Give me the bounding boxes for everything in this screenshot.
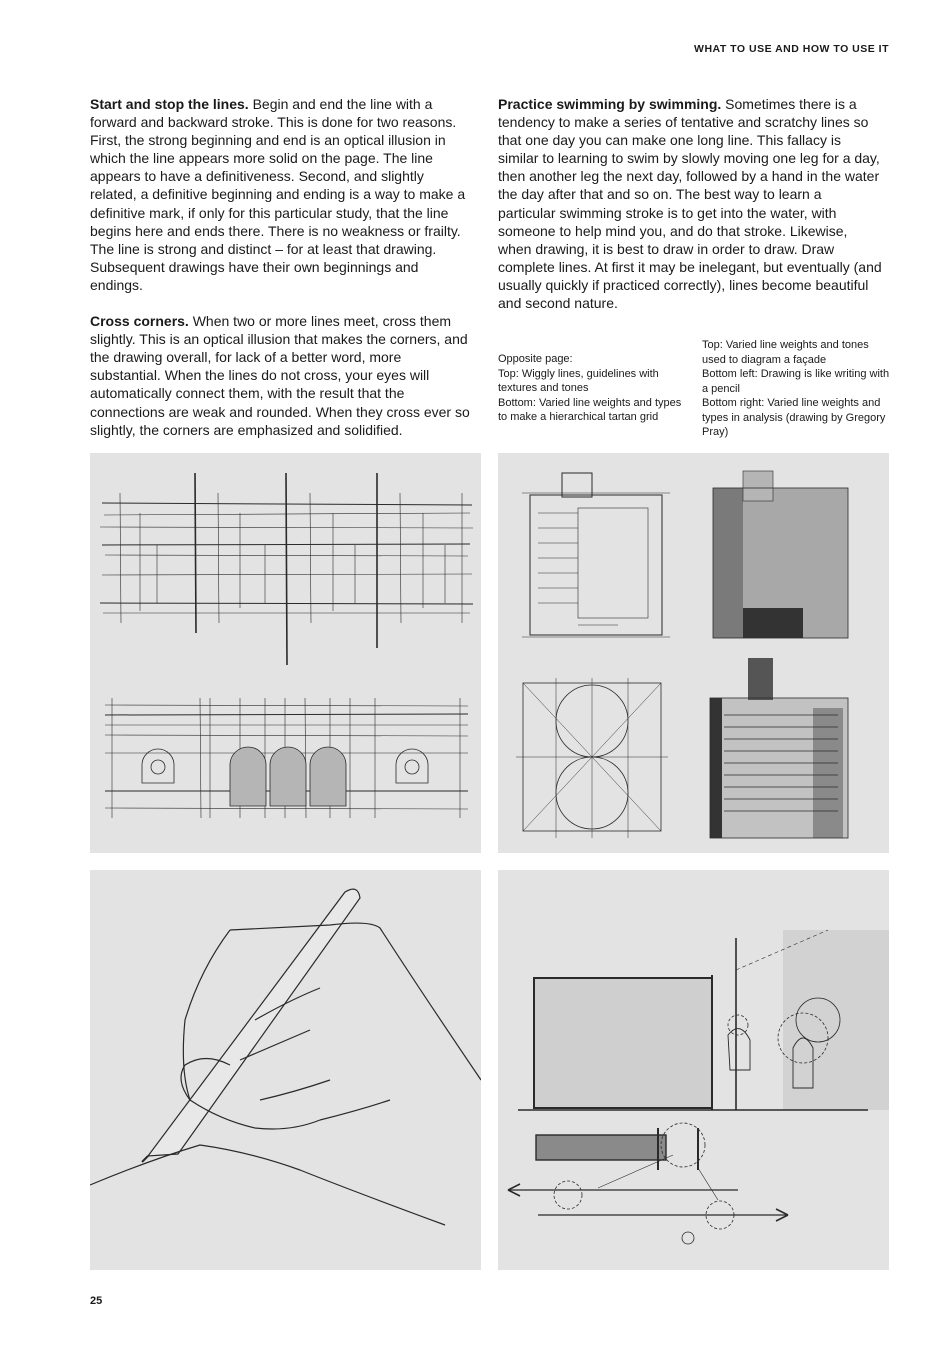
hand-illustration: [90, 923, 481, 1225]
geometry-circle-study: [516, 678, 668, 838]
right-column: [498, 95, 882, 312]
striped-facade-diagram: [710, 658, 848, 838]
paragraph-heading: Practice swimming by swimming.: [498, 96, 722, 112]
caption-line: Bottom left: Drawing is like writing with a pencil: [702, 368, 890, 395]
caption-line: Opposite page:: [498, 353, 573, 365]
page-number: 25: [90, 1295, 103, 1307]
figure-tartan-grid-sketch: [90, 453, 481, 853]
paragraph-heading: Start and stop the lines.: [90, 96, 249, 112]
paragraph-body: Sometimes there is a tendency to make a series of tentative and scratchy lines so that one day you can make one long line. This fallacy is similar to learning to swim by slowly moving one leg for a day, then another leg the next day, followed by a hand in the water the day after that and so on. The best way to learn a particular swimming stroke is to get into the water, with someone to help mind you, and do that stroke. Likewise, when drawing, it is best to draw in order to draw. Draw complete lines. At first it may be inelegant, but eventually (and usually quickly if practiced correctly), lines become beautiful and second nature.: [498, 96, 882, 312]
paragraph-body: Begin and end the line with a forward and backward stroke. This is done for two reasons. First, the strong beginning and end is an optical illusion in which the line appears more solid on the page. The line appears to have a definitiveness. Second, and slightly related, a definitive beginning and ending is a way to make a definitive mark, if only for this particular study, that the line begins here and ends there. There is no weakness or frailty. The line is strong and distinct – for at least that drawing. Subsequent drawings have their own beginnings and endings.: [90, 96, 466, 293]
left-column: [90, 95, 474, 439]
caption-line: Top: Varied line weights and tones used to diagram a façade: [702, 339, 869, 366]
figure-facade-diagrams: [498, 453, 889, 853]
paragraph-body: When two or more lines meet, cross them slightly. This is an optical illusion that makes the corners, and the drawing overall, for lack of a better word, more substantial. When the lines do not cross, your eyes will automatically connect them, with the result that the connections are weak and rounded. When they cross ever so slightly, the corners are emphasized and solidified.: [90, 313, 470, 438]
caption-line: Top: Wiggly lines, guidelines with textures and tones: [498, 367, 659, 394]
analysis-plan-section: [508, 930, 889, 1244]
paragraph-swimming: [498, 95, 882, 312]
caption-opposite-page: [498, 352, 688, 425]
paragraph-start-stop: [90, 95, 474, 294]
running-head: WHAT TO USE AND HOW TO USE IT: [694, 43, 889, 55]
figure-analysis-drawing: [498, 870, 889, 1270]
caption-this-page: [702, 338, 892, 440]
paragraph-cross-corners: [90, 312, 474, 439]
tartan-grid: [100, 473, 473, 665]
wiggly-line-study: [522, 473, 670, 637]
figure-hand-with-pencil: [90, 870, 481, 1270]
toned-facade-diagram: [713, 471, 848, 638]
caption-line: Bottom right: Varied line weights and types in analysis (drawing by Gregory Pray): [702, 397, 886, 438]
facade-sketch: [105, 698, 468, 818]
paragraph-heading: Cross corners.: [90, 313, 189, 330]
caption-line: Bottom: Varied line weights and types to make a hierarchical tartan grid: [498, 396, 682, 423]
pencil-illustration: [142, 889, 360, 1162]
